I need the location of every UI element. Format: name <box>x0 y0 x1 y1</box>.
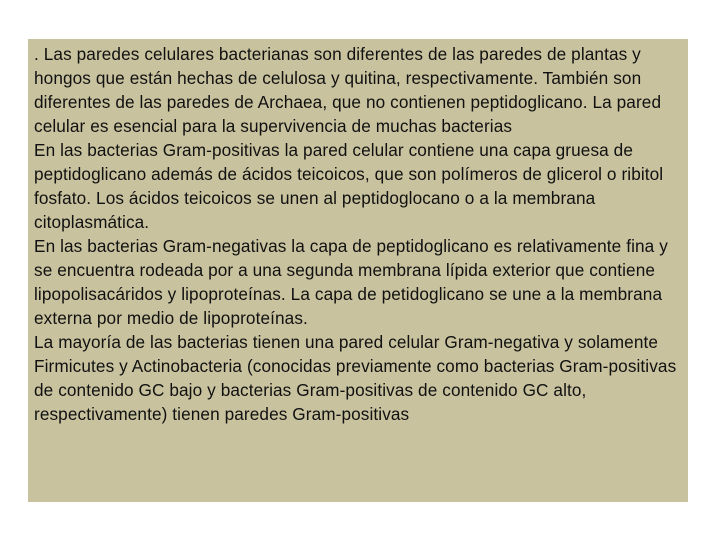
paragraph-majority: La mayoría de las bacterias tienen una pared celular Gram-negativa y solamente Firmicutes y Actinobacteria (conocidas previamente como bacterias Gram-positivas de contenido GC bajo y bacterias Gram-positivas de contenido GC alto, respectivamente) tienen paredes Gram-positivas <box>34 332 677 424</box>
paragraph-gram-negative: En las bacterias Gram-negativas la capa de peptidoglicano es relativamente fina y se encuentra rodeada por a una segunda membrana lípida exterior que contiene lipopolisacáridos y lipoproteínas. La capa de petidoglicano se une a la membrana externa por medio de lipoproteínas. <box>34 236 668 328</box>
paragraph-gram-positive: En las bacterias Gram-positivas la pared celular contiene una capa gruesa de peptidoglicano además de ácidos teicoicos, que son polímeros de glicerol o ribitol fosfato. Los ácidos teicoicos se unen al peptidoglocano o a la membrana citoplasmática. <box>34 140 664 232</box>
paragraph-cell-wall-intro: . Las paredes celulares bacterianas son diferentes de las paredes de plantas y hongos que están hechas de celulosa y quitina, respectivamente. También son diferentes de las paredes de Archaea, que no contienen peptidoglicano. La pared celular es esencial para la supervivencia de muchas bacterias <box>34 44 662 136</box>
text-box <box>28 39 688 502</box>
